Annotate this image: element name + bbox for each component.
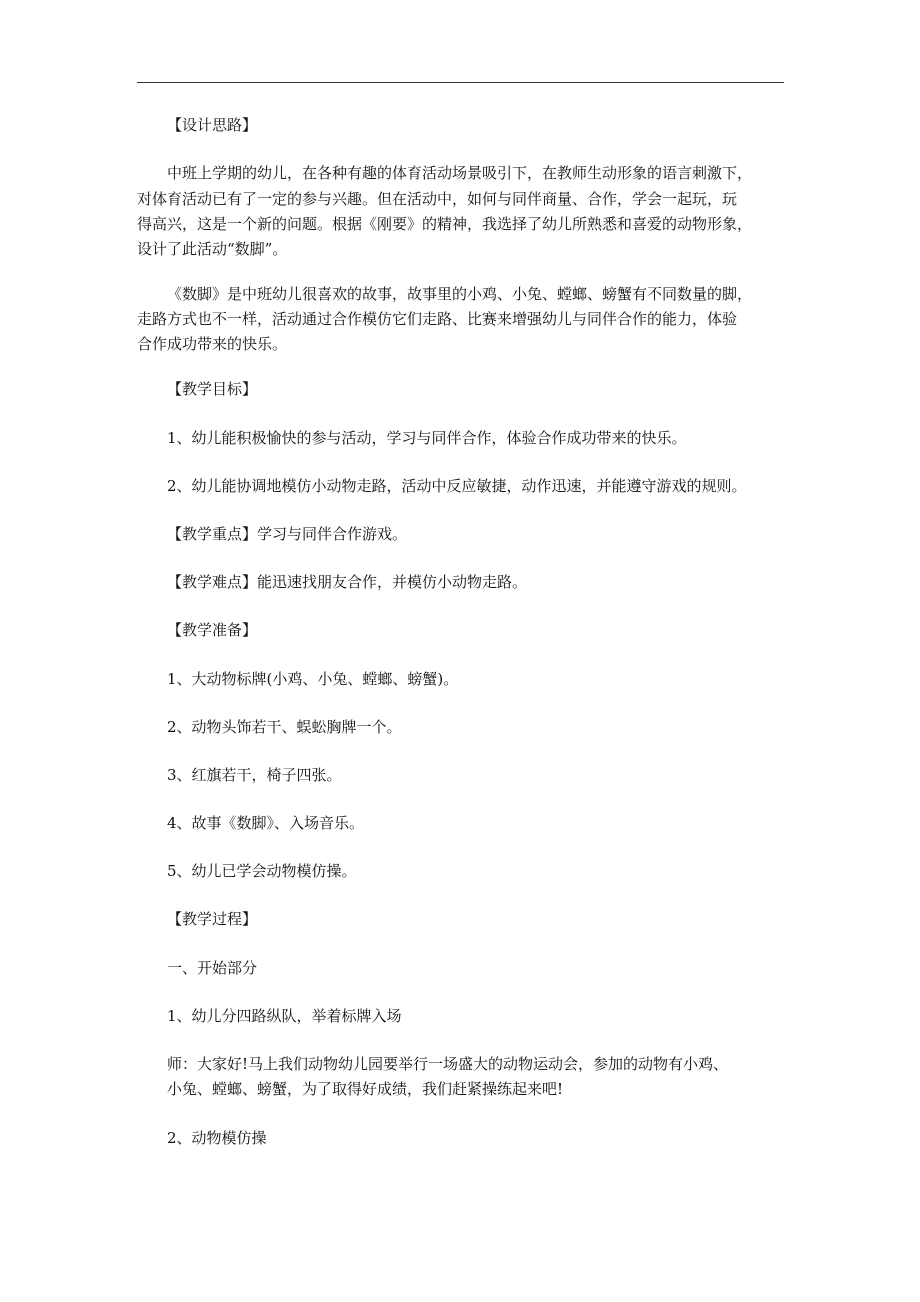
teacher-speech-line-2: 小兔、螳螂、螃蟹，为了取得好成绩，我们赶紧操练起来吧! xyxy=(167,1080,564,1098)
prep-item-2: 2、动物头饰若干、蜈蚣胸牌一个。 xyxy=(167,718,402,736)
heading-teaching-prep: 【教学准备】 xyxy=(167,621,258,639)
design-paragraph-2-line-1: 《数脚》是中班幼儿很喜欢的故事，故事里的小鸡、小兔、螳螂、螃蟹有不同数量的脚， xyxy=(167,285,753,303)
goal-item-1: 1、幼儿能积极愉快的参与活动，学习与同伴合作，体验合作成功带来的快乐。 xyxy=(167,429,687,447)
prep-item-4: 4、故事《数脚》、入场音乐。 xyxy=(167,814,365,832)
key-point: 【教学重点】学习与同伴合作游戏。 xyxy=(167,525,408,543)
design-paragraph-1-line-2: 对体育活动已有了一定的参与兴趣。但在活动中，如何与同伴商量、合作，学会一起玩，玩 xyxy=(137,190,738,208)
teacher-speech-line-1: 师：大家好!马上我们动物幼儿园要举行一场盛大的动物运动会，参加的动物有小鸡、 xyxy=(167,1055,729,1073)
heading-teaching-goals: 【教学目标】 xyxy=(167,380,258,398)
prep-item-5: 5、幼儿已学会动物模仿操。 xyxy=(167,862,357,880)
header-rule xyxy=(137,82,784,83)
heading-teaching-process: 【教学过程】 xyxy=(167,910,258,928)
design-paragraph-1-line-4: 设计了此活动“数脚”。 xyxy=(137,240,288,258)
design-paragraph-1-line-3: 得高兴，这是一个新的问题。根据《刚要》的精神，我选择了幼儿所熟悉和喜爱的动物形象， xyxy=(137,215,753,233)
goal-item-2: 2、幼儿能协调地模仿小动物走路，活动中反应敏捷，动作迅速，并能遵守游戏的规则。 xyxy=(167,477,747,495)
difficulty-point: 【教学难点】能迅速找朋友合作，并模仿小动物走路。 xyxy=(167,573,528,591)
prep-item-1: 1、大动物标牌(小鸡、小兔、螳螂、螃蟹)。 xyxy=(167,670,459,688)
design-paragraph-1-line-1: 中班上学期的幼儿，在各种有趣的体育活动场景吸引下，在教师生动形象的语言刺激下， xyxy=(167,164,753,182)
section-start: 一、开始部分 xyxy=(167,959,258,977)
design-paragraph-2-line-3: 合作成功带来的快乐。 xyxy=(137,335,288,353)
heading-design-idea: 【设计思路】 xyxy=(167,116,258,134)
prep-item-3: 3、红旗若干，椅子四张。 xyxy=(167,766,342,784)
process-step-1: 1、幼儿分四路纵队，举着标牌入场 xyxy=(167,1007,402,1025)
design-paragraph-2-line-2: 走路方式也不一样，活动通过合作模仿它们走路、比赛来增强幼儿与同伴合作的能力，体验 xyxy=(137,310,738,328)
process-step-2: 2、动物模仿操 xyxy=(167,1129,267,1147)
